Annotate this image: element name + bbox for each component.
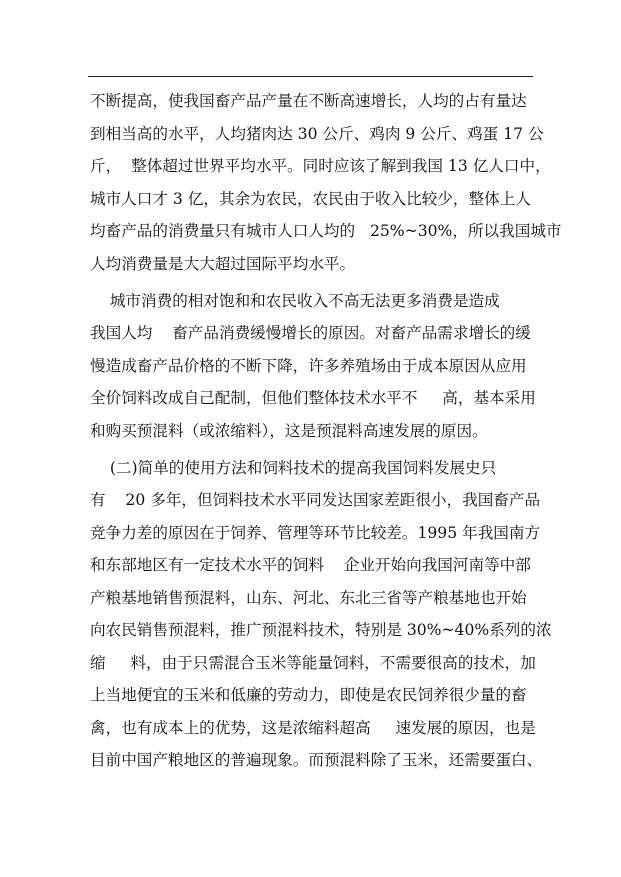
text-line-5: 均畜产品的消费量只有城市人口人均的 25%~30%，所以我国城市 [90, 222, 562, 240]
text-line-4: 城市人口才 3 亿，其余为农民，农民由于收入比较少，整体上人 [90, 190, 531, 208]
text-line-11: 和购买预混料（或浓缩料），这是预混料高速发展的原因。 [90, 422, 488, 440]
text-line-15: 和东部地区有一定技术水平的饲料 企业开始向我国河南等中部 [90, 556, 531, 574]
text-line-13: 有 20 多年，但饲料技术水平同发达国家差距很小，我国畜产品 [90, 491, 541, 509]
text-line-7: 城市消费的相对饱和和农民收入不高无法更多消费是造成 [90, 292, 500, 310]
text-line-9: 慢造成畜产品价格的不断下降，许多养殖场由于成本原因从应用 [90, 357, 527, 375]
text-line-20: 禽，也有成本上的优势，这是浓缩料超高 速发展的原因，也是 [90, 719, 536, 737]
text-line-10: 全价饲料改成自己配制，但他们整体技术水平不 高，基本采用 [90, 389, 536, 407]
text-line-8: 我国人均 畜产品消费缓慢增长的原因。对畜产品需求增长的缓 [90, 324, 531, 342]
text-line-12: (二)简单的使用方法和饲料技术的提高我国饲料发展史只 [90, 459, 497, 477]
text-line-6: 人均消费量是大大超过国际平均水平。 [90, 255, 356, 273]
text-line-19: 上当地便宜的玉米和低廉的劳动力，即使是农民饲养很少量的畜 [90, 686, 527, 704]
text-line-17: 向农民销售预混料，推广预混料技术，特别是 30%~40%系列的浓 [90, 621, 552, 639]
text-line-21: 目前中国产粮地区的普遍现象。而预混料除了玉米，还需要蛋白、 [90, 751, 543, 769]
header-rule [88, 76, 533, 77]
text-line-1: 不断提高，使我国畜产品产量在不断高速增长，人均的占有量达 [90, 92, 527, 110]
text-line-2: 到相当高的水平，人均猪肉达 30 公斤、鸡肉 9 公斤、鸡蛋 17 公 [90, 125, 544, 143]
text-line-16: 产粮基地销售预混料，山东、河北、东北三省等产粮基地也开始 [90, 589, 527, 607]
text-line-3: 斤， 整体超过世界平均水平。同时应该了解到我国 13 亿人口中， [90, 157, 551, 175]
text-line-14: 竞争力差的原因在于饲养、管理等环节比较差。1995 年我国南方 [90, 524, 541, 542]
text-line-18: 缩 料，由于只需混合玉米等能量饲料，不需要很高的技术，加 [90, 654, 536, 672]
